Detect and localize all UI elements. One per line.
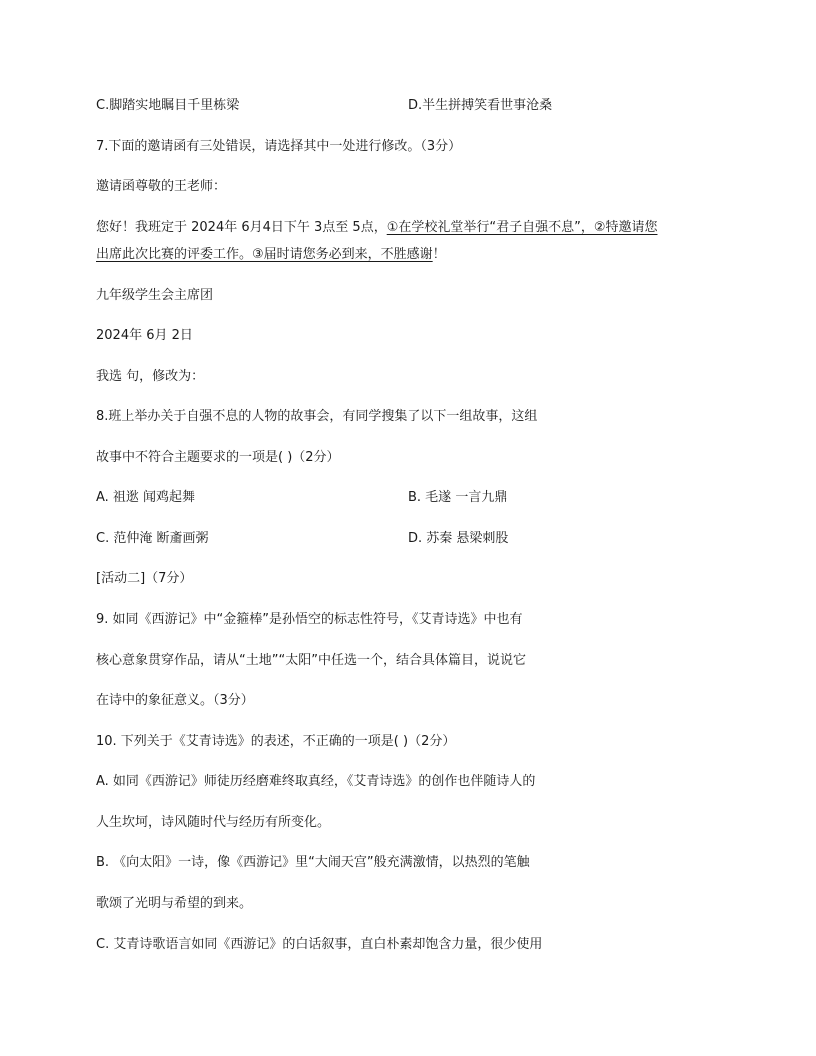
q8-stem-line1: 8.班上举办关于自强不息的人物的故事会，有同学搜集了以下一组故事，这组 — [96, 409, 538, 424]
q6-option-d: D.半生拼搏笑看世事沧桑 — [408, 98, 553, 113]
q10-option-c-line1: C. 艾青诗歌语言如同《西游记》的白话叙事，直白朴素却饱含力量，很少使用 — [96, 937, 543, 952]
q8-option-d: D. 苏秦 悬梁刺股 — [408, 531, 509, 546]
q7-body-end: ！ — [432, 247, 446, 262]
q7-letter-date: 2024年 6月 2日 — [96, 328, 193, 343]
q7-body-underlined-1: ①在学校礼堂举行“君子自强不息”，②特邀请您 — [386, 220, 658, 235]
q9-line3: 在诗中的象征意义。（3分） — [96, 693, 254, 708]
q10-option-b-line1: B. 《向太阳》一诗，像《西游记》里“大闹天宫”般充满激情，以热烈的笔触 — [96, 855, 530, 870]
q7-letter-signature: 九年级学生会主席团 — [96, 288, 214, 303]
q8-option-a: A. 祖逖 闻鸡起舞 — [96, 490, 196, 505]
q8-stem-line2: 故事中不符合主题要求的一项是( )（2分） — [96, 450, 340, 465]
q10-option-a-line1: A. 如同《西游记》师徒历经磨难终取真经，《艾青诗选》的创作也伴随诗人的 — [96, 774, 536, 789]
q7-body-underlined-2: 出席此次比赛的评委工作。③届时请您务必到来，不胜感谢 — [96, 247, 433, 262]
q7-body-plain: 您好！我班定于 2024年 6月4日下午 3点至 5点， — [96, 220, 387, 235]
activity2-heading: [活动二]（7分） — [96, 571, 193, 586]
q8-option-b: B. 毛遂 一言九鼎 — [408, 490, 508, 505]
q8-option-c: C. 范仲淹 断齑画粥 — [96, 531, 209, 546]
q7-letter-greeting: 邀请函尊敬的王老师： — [96, 179, 227, 194]
q7-stem: 7.下面的邀请函有三处错误，请选择其中一处进行修改。（3分） — [96, 139, 462, 154]
q6-option-c: C.脚踏实地瞩目千里栋梁 — [96, 98, 240, 113]
q7-letter-body-line2 — [96, 246, 446, 264]
q9-line2: 核心意象贯穿作品，请从“土地”“太阳”中任选一个，结合具体篇目，说说它 — [96, 653, 526, 668]
q7-answer-prompt: 我选 句，修改为： — [96, 369, 205, 384]
q10-option-a-line2: 人生坎坷，诗风随时代与经历有所变化。 — [96, 815, 331, 830]
q10-stem: 10. 下列关于《艾青诗选》的表述，不正确的一项是( )（2分） — [96, 734, 456, 749]
q10-option-b-line2: 歌颂了光明与希望的到来。 — [96, 896, 253, 911]
q7-letter-body-line1 — [96, 219, 657, 237]
q9-line1: 9. 如同《西游记》中“金箍棒”是孙悟空的标志性符号，《艾青诗选》中也有 — [96, 612, 523, 627]
